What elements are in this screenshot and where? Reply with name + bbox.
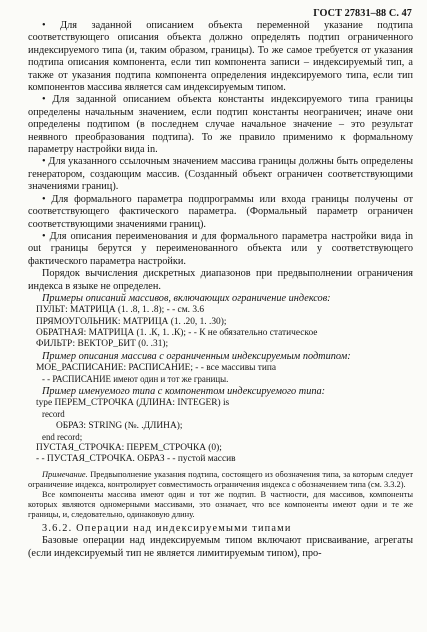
code-line: ОБРАЗ: STRING (№. .ДЛИНА);: [56, 420, 183, 431]
code-line: - - ПУСТАЯ_СТРОЧКА. ОБРАЗ - - пустой массив: [36, 454, 236, 465]
code-line: type ПЕРЕМ_СТРОЧКА (ДЛИНА: INTEGER) is: [36, 397, 230, 408]
note-paragraph: Все компоненты массива имеют один и тот же подтип. В частности, для массивов, компоненты которых являются одномерными массивами, это означает, что все компоненты имеют одни и те же границы, и, следовательно, одинаковую длину.: [28, 489, 413, 519]
paragraph: • Для формального параметра подпрограммы или входа границы получены от соответствующего фактического параметра. (Формальный параметр ограничен соответствующими значениями границ).: [28, 193, 413, 230]
code-line: - - РАСПИСАНИЕ имеют один и тот же границы.: [42, 374, 229, 385]
code-line: ПУЛЬТ: МАТРИЦА (1. .8, 1. .8); - - см. 3.6: [36, 305, 205, 316]
page-body: [28, 20, 413, 560]
code-line: ПРЯМОУГОЛЬНИК: МАТРИЦА (1. .20, 1. .30);: [36, 316, 227, 327]
note-text: Предвыполнение указания подтипа, состоящего из обозначения типа, за которым следует ограничение индекса, контролирует совместимость ограничения индекса с обозначением типа (см. 3.3.2).: [28, 469, 413, 489]
page-header: ГОСТ 27831–88 С. 47: [313, 8, 412, 19]
code-line: МОЕ_РАСПИСАНИЕ: РАСПИСАНИЕ; - - все массивы типа: [36, 362, 277, 373]
paragraph: Порядок вычисления дискретных диапазонов при предвыполнении ограничения индекса в языке не определен.: [28, 268, 413, 292]
section-heading: 3.6.2. Операции над индексируемыми типами: [42, 522, 292, 534]
example-title: Пример именуемого типа с компонентом индексируемого типа:: [42, 385, 326, 397]
note-label: Примечание.: [42, 469, 88, 479]
code-line: record: [42, 409, 65, 420]
code-line: ФИЛЬТР: ВЕКТОР_БИТ (0. .31);: [36, 339, 169, 350]
code-line: end record;: [42, 431, 83, 442]
note-paragraph: [28, 470, 413, 490]
paragraph: • Для описания переименования и для формального параметра настройки вида in out границы берутся у переименованного объекта или у соответствующего фактического параметра настройки.: [28, 230, 413, 267]
code-line: ОБРАТНАЯ: МАТРИЦА (1. .К, 1. .К); - - К не обязательно статическое: [36, 327, 318, 338]
paragraph: Базовые операции над индексируемым типом включают присваивание, агрегаты (если индексируемый тип не является лимитируемым типом), про-: [28, 535, 413, 559]
example-title: Примеры описаний массивов, включающих ограничение индексов:: [42, 292, 331, 304]
example-title: Пример описания массива с ограниченным индексируемым подтипом:: [42, 350, 351, 362]
code-line: ПУСТАЯ_СТРОЧКА: ПЕРЕМ_СТРОЧКА (0);: [36, 443, 222, 454]
paragraph: • Для заданной описанием объекта переменной указание подтипа соответствующего описания объекта должно определять подтип ограниченного индексируемого типа (и, таким образом, границы). То же самое требуется от указания подтипа описания компонента, если тип компонента записи – индексируемый тип, а также от указания подтипа компонента определения индексируемого типа, если тип компонентов массива является сам индексируемым типом.: [28, 20, 413, 94]
paragraph: • Для указанного ссылочным значением массива границы должны быть определены генератором, создающим массив. (Созданный объект ограничен соответствующими значениями границ).: [28, 156, 413, 193]
paragraph: • Для заданной описанием объекта константы индексируемого типа границы определены начальным значением, если подтип константы неограничен; иначе они определены подтипом (в последнем случае начальное значение – это результат неявного преобразования подтипа). То же правило применимо к формальному параметру настройки вида in.: [28, 94, 413, 156]
